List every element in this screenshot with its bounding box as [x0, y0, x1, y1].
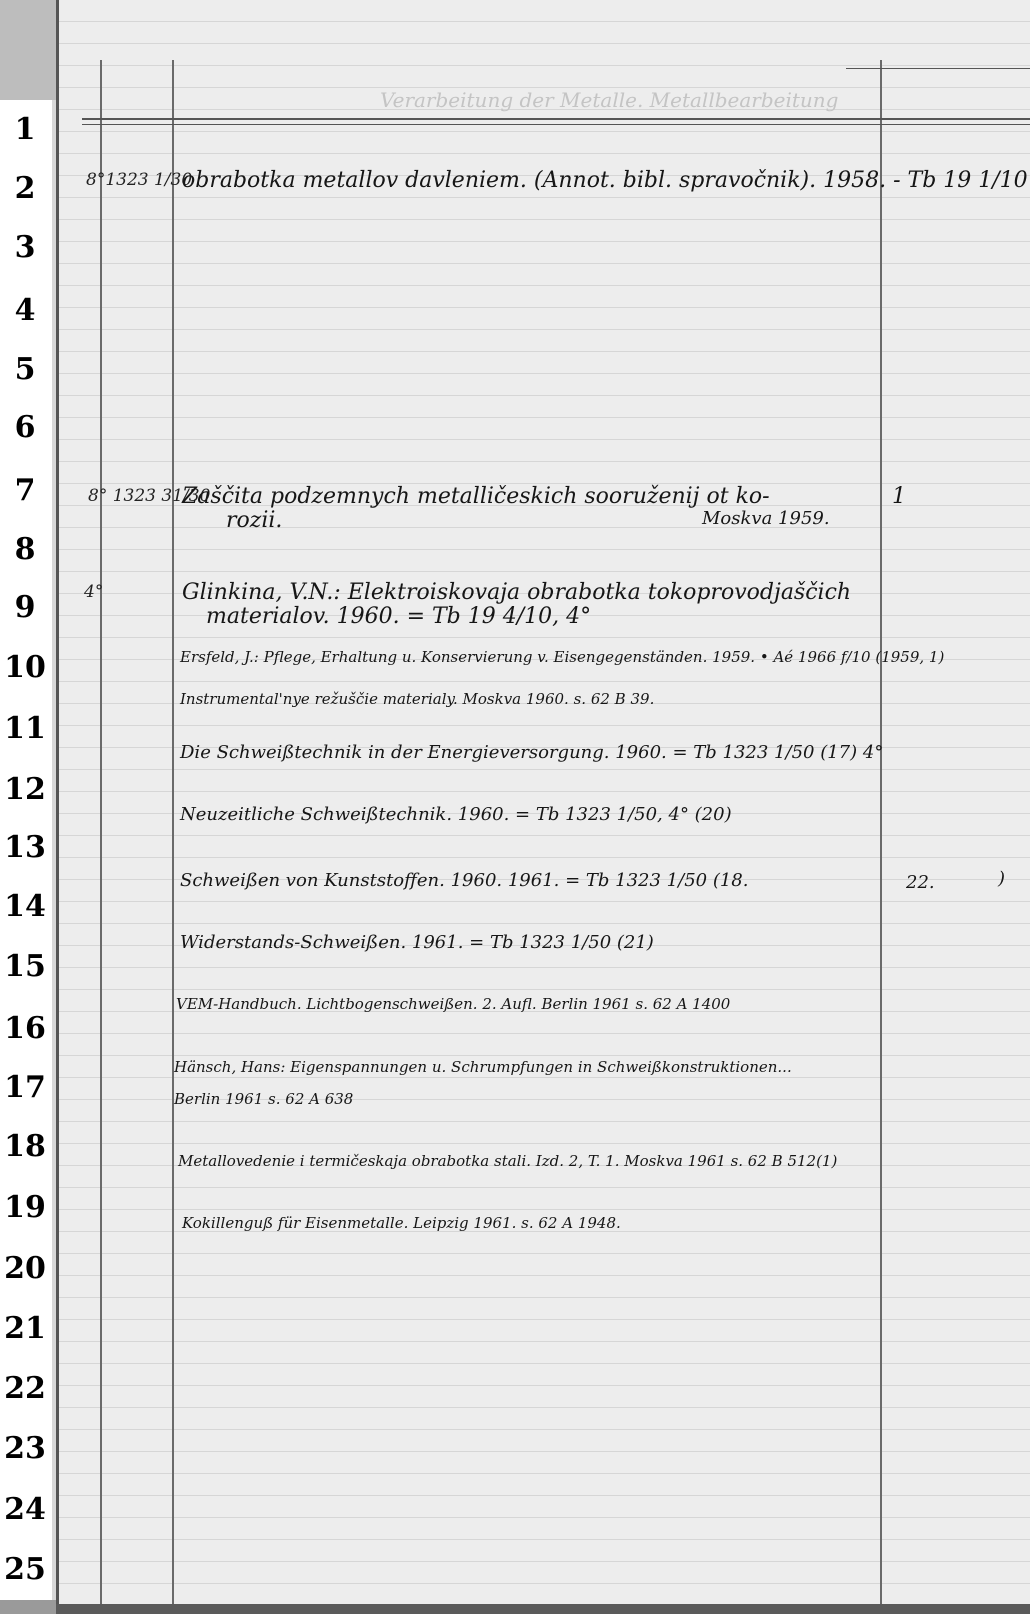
row-number: 9: [14, 590, 36, 625]
entry-text: Widerstands-Schweißen. 1961. = Tb 1323 1/50 (21): [180, 932, 654, 953]
entry-margin-code: 8°1323 1/30: [86, 170, 193, 190]
row-number: 17: [4, 1070, 46, 1105]
row-number: 13: [4, 830, 46, 865]
entry-text-cont: materialov. 1960. = Tb 19 4/10, 4°: [206, 604, 592, 629]
row-number: 5: [14, 352, 36, 387]
entry-text: obrabotka metallov davleniem. (Annot. bibl. spravočnik). 1958. - Tb 19 1/10: [182, 168, 1028, 193]
row-number: 24: [4, 1492, 46, 1527]
entry-text: Glinkina, V.N.: Elektroiskovaja obrabotka tokoprovodjaščich: [182, 580, 852, 605]
entry-right-count: 1: [892, 484, 906, 509]
row-number: 25: [4, 1552, 46, 1587]
row-number: 6: [14, 410, 36, 445]
row-number: 1: [14, 112, 36, 147]
entry-text: Instrumental'nye režuščie materialy. Moskva 1960. s. 62 B 39.: [180, 690, 655, 708]
entry-text: Die Schweißtechnik in der Energieversorgung. 1960. = Tb 1323 1/50 (17) 4°: [180, 742, 884, 763]
row-number: 7: [14, 473, 36, 508]
entry-text: Neuzeitliche Schweißtechnik. 1960. = Tb 1323 1/50, 4° (20): [180, 804, 732, 825]
entry-text: Ersfeld, J.: Pflege, Erhaltung u. Konservierung v. Eisengegenständen. 1959. • Aé 1966 f/10 (1959, 1): [180, 648, 945, 666]
row-number: 11: [4, 711, 46, 746]
ghost-header: Verarbeitung der Metalle. Metallbearbeitung: [380, 88, 839, 112]
entry-close-paren: ): [998, 868, 1006, 889]
entry-text: Kokillenguß für Eisenmetalle. Leipzig 1961. s. 62 A 1948.: [182, 1214, 621, 1232]
row-number: 4: [14, 293, 36, 328]
entry-text: Zaščita podzemnych metalličeskich sooruženij ot ko-: [182, 484, 770, 509]
ledger-page: [56, 0, 1030, 1604]
row-number: 19: [4, 1190, 46, 1225]
header-rule: [82, 118, 1030, 120]
row-number: 2: [14, 171, 36, 206]
scan-bottom: [0, 1600, 56, 1614]
entry-text: Metallovedenie i termičeskaja obrabotka stali. Izd. 2, T. 1. Moskva 1961 s. 62 B 512(1): [178, 1152, 838, 1170]
entry-text: Hänsch, Hans: Eigenspannungen u. Schrumpfungen in Schweißkonstruktionen...: [174, 1058, 792, 1076]
row-number: 15: [4, 949, 46, 984]
margin-rule-1: [100, 60, 102, 1604]
entry-text-cont: Berlin 1961 s. 62 A 638: [174, 1090, 354, 1108]
header-rule-2: [82, 124, 1030, 125]
row-number: 10: [4, 650, 46, 685]
row-number: 21: [4, 1311, 46, 1346]
entry-margin-code: 4°: [84, 582, 104, 602]
row-number: 12: [4, 772, 46, 807]
page-bottom-edge: [56, 1604, 1030, 1614]
entry-text: Schweißen von Kunststoffen. 1960. 1961. = Tb 1323 1/50 (18.: [180, 870, 749, 891]
margin-rule-2: [172, 60, 174, 1604]
entry-text-place: Moskva 1959.: [702, 508, 830, 529]
top-right-rule: [846, 68, 1030, 69]
row-number: 14: [4, 889, 46, 924]
row-number: 3: [14, 230, 36, 265]
row-number: 8: [14, 532, 36, 567]
entry-margin-code: 8° 1323 31/30: [88, 486, 211, 506]
entry-text: VEM-Handbuch. Lichtbogenschweißen. 2. Aufl. Berlin 1961 s. 62 A 1400: [176, 995, 731, 1013]
row-number: 20: [4, 1251, 46, 1286]
row-number: 16: [4, 1011, 46, 1046]
scan-corner: [0, 0, 56, 100]
row-number: 23: [4, 1431, 46, 1466]
right-rule: [880, 60, 882, 1604]
entry-extra: 22.: [906, 872, 935, 893]
row-number: 22: [4, 1371, 46, 1406]
row-number: 18: [4, 1129, 46, 1164]
entry-text-cont: rozii.: [226, 508, 283, 533]
